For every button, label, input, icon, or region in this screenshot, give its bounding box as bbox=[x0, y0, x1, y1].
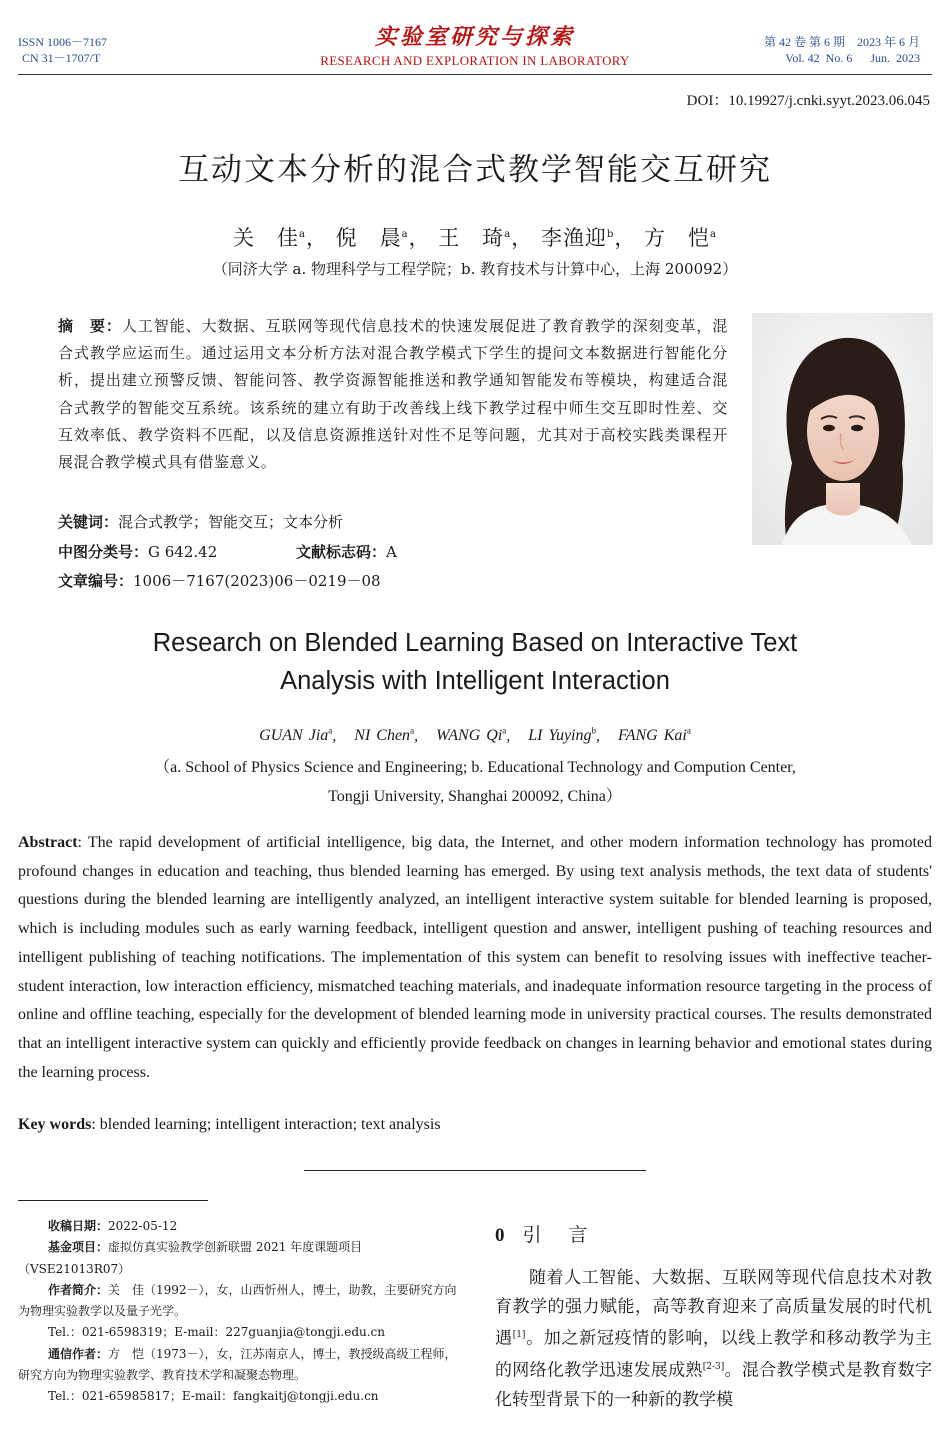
footnote-received: 收稿日期：2022-05-12 bbox=[48, 1219, 178, 1233]
keywords-cn-label: 关键词： bbox=[58, 513, 119, 531]
affiliation-en bbox=[0, 753, 950, 811]
clc-label: 中图分类号： bbox=[58, 543, 149, 561]
title-en: Research on Blended Learning Based on Interactive Text Analysis with Intelligent Interaction bbox=[152, 629, 798, 695]
abstract-cn-label: 摘 要： bbox=[58, 317, 122, 335]
volume-cn: 第 42 卷 第 6 期 2023 年 6 月 bbox=[763, 35, 920, 49]
authors-en: GUAN Jia$^a$, NI Chen$^a$, WANG Qi$^a$, LI Yuying$^b$, FANG Kai$^a$ bbox=[259, 726, 691, 745]
issn: ISSN 1006－7167 bbox=[18, 35, 108, 49]
affiliation-cn: （同济大学 a. 物理科学与工程学院；b. 教育技术与计算中心，上海 200092） bbox=[212, 260, 738, 278]
keywords-en-text: blended learning; intelligent interaction; text analysis bbox=[99, 1116, 441, 1133]
article-number bbox=[58, 570, 381, 591]
abstract-en-label: Abstract bbox=[18, 834, 78, 851]
keywords-cn-text: 混合式教学；智能交互；文本分析 bbox=[118, 513, 344, 531]
author-photo bbox=[752, 313, 933, 545]
author-cn: 方 恺$^a$ bbox=[644, 226, 718, 250]
body-paragraph: 随着人工智能、大数据、互联网等现代信息技术对教育教学的强力赋能，高等教育迎来了高质量发展的时代机遇[1]。加之新冠疫情的影响，以线上教学和移动教学为主的网络化教学迅速发展成熟[2-3]。混合教学模式是教育数字化转型背景下的一种新的教学模 bbox=[495, 1268, 933, 1410]
section-heading bbox=[495, 1220, 592, 1247]
section-title: 引 言 bbox=[522, 1224, 592, 1246]
footnotes bbox=[18, 1216, 458, 1408]
footnote-fund: 基金项目：虚拟仿真实验教学创新联盟 2021 年度课题项目（VSE21013R07） bbox=[18, 1240, 363, 1276]
author-cn: 关 佳$^a$ bbox=[232, 226, 306, 250]
citation: [1] bbox=[512, 1330, 526, 1341]
section-divider bbox=[304, 1170, 646, 1171]
cn-number: CN 31－1707/T bbox=[22, 51, 101, 65]
author-en: LI Yuying$^b$ bbox=[528, 726, 596, 745]
footnote-rule bbox=[18, 1200, 208, 1201]
abstract-en-text: The rapid development of artificial intelligence, big data, the Internet, and other modern information technology has promoted profound changes in education and teaching, thus blended learning has emerged. By using text analysis methods, the text data of students' questions during the blended learning are intelligently analyzed, an intelligent interactive system suitable for blended learning is proposed, which is including modules such as early warning feedback, intelligent question and answer, intelligent pushing of teaching resources and intelligent publishing of teaching notifications. The implementation of this system can benefit to resolving issues with ineffective teacher-student interaction, low interaction efficiency, mismatched teaching materials, and inadequate information resource targeting in the process of online and offline teaching, especially for the development of blended learning mode in university practical courses. The results demonstrated that an intelligent interactive system can quickly and efficiently provide feedback on changes in learning behavior and emotional states during the learning process. bbox=[18, 834, 933, 1081]
footnote-author-contact: Tel.：021-6598319；E-mail：227guanjia@tongji.edu.cn bbox=[48, 1325, 385, 1340]
author-cn: 王 琦$^a$ bbox=[438, 226, 512, 250]
footnote-corresponding: 通信作者：方 恺（1973－），女，江苏南京人，博士，教授级高级工程师，研究方向为物理实验教学、教育技术学和凝聚态物理。 bbox=[18, 1346, 457, 1383]
clc-number bbox=[58, 541, 217, 562]
author-cn: 李渔迎$^b$ bbox=[540, 226, 615, 250]
volume-en: Vol. 42 No. 6 Jun. 2023 bbox=[785, 51, 920, 65]
author-portrait-image bbox=[752, 313, 933, 545]
affiliation-en-line1: （a. School of Physics Science and Engineering; b. Educational Technology and Compution Center, bbox=[154, 759, 796, 776]
authors-cn: 关 佳$^a$， 倪 晨$^a$， 王 琦$^a$， 李渔迎$^b$， 方 恺$^a$ bbox=[232, 226, 718, 250]
footnote-author: 作者简介：关 佳（1992－），女，山西忻州人，博士，助教，主要研究方向为物理实验教学以及量子光学。 bbox=[18, 1282, 457, 1319]
citation: [2-3] bbox=[702, 1362, 725, 1373]
doc-code-label: 文献标志码： bbox=[296, 543, 387, 561]
keywords-cn bbox=[58, 511, 343, 532]
abstract-cn bbox=[58, 313, 728, 476]
header-rule bbox=[18, 74, 932, 75]
article-no-label: 文章编号： bbox=[58, 572, 134, 590]
document-code bbox=[296, 541, 397, 562]
footnote-corresponding-contact: Tel.：021-65985817；E-mail：fangkaitj@tongji.edu.cn bbox=[48, 1389, 379, 1404]
keywords-en-label: Key words bbox=[18, 1116, 92, 1133]
journal-title-en: RESEARCH AND EXPLORATION IN LABORATORY bbox=[320, 53, 630, 68]
section-number: 0 bbox=[495, 1225, 509, 1246]
doc-code-value: A bbox=[386, 543, 397, 561]
author-en: NI Chen$^a$ bbox=[354, 726, 415, 745]
header-volume-block bbox=[764, 34, 920, 66]
author-en: FANG Kai$^a$ bbox=[617, 726, 691, 745]
author-en: WANG Qi$^a$ bbox=[436, 726, 507, 745]
keywords-en: Key words: blended learning; intelligent interaction; text analysis bbox=[18, 1116, 441, 1133]
author-cn: 倪 晨$^a$ bbox=[335, 226, 409, 250]
article-no-value: 1006－7167(2023)06－0219－08 bbox=[133, 572, 381, 590]
affiliation-en-line2: Tongji University, Shanghai 200092, China） bbox=[328, 788, 622, 805]
journal-title-cn: 实验室研究与探索 bbox=[374, 24, 575, 50]
abstract-en: Abstract: The rapid development of artificial intelligence, big data, the Internet, and other modern information technology has promoted profound changes in education and teaching, thus blended learning has emerged. By using text analysis methods, the text data of students' questions during the blended learning are intelligently analyzed, an intelligent interactive system suitable for blended learning is proposed, which is including modules such as early warning feedback, intelligent question and answer, intelligent pushing of teaching resources and intelligent publishing of teaching notifications. The implementation of this system can benefit to resolving issues with ineffective teacher-student interaction, low interaction efficiency, mismatched teaching materials, and inadequate information resource targeting in the process of online and offline teaching, especially for the development of blended learning mode in university practical courses. The results demonstrated that an intelligent interactive system can quickly and efficiently provide feedback on changes in learning behavior and emotional states during the learning process. bbox=[18, 834, 933, 1081]
title-cn: 互动文本分析的混合式教学智能交互研究 bbox=[178, 152, 772, 188]
clc-value: G 642.42 bbox=[148, 543, 218, 561]
author-en: GUAN Jia$^a$ bbox=[259, 726, 333, 745]
abstract-cn-text: 人工智能、大数据、互联网等现代信息技术的快速发展促进了教育教学的深刻变革，混合式教学应运而生。通过运用文本分析方法对混合教学模式下学生的提问文本数据进行智能化分析，提出建立预警反馈、智能问答、教学资源智能推送和教学通知智能发布等模块，构建适合混合式教学的智能交互系统。该系统的建立有助于改善线上线下教学过程中师生交互即时性差、交互效率低、教学资料不匹配，以及信息资源推送针对性不足等问题，尤其对于高校实践类课程开展混合教学模式具有借鉴意义。 bbox=[58, 317, 728, 472]
doi: DOI：10.19927/j.cnki.syyt.2023.06.045 bbox=[686, 93, 930, 109]
